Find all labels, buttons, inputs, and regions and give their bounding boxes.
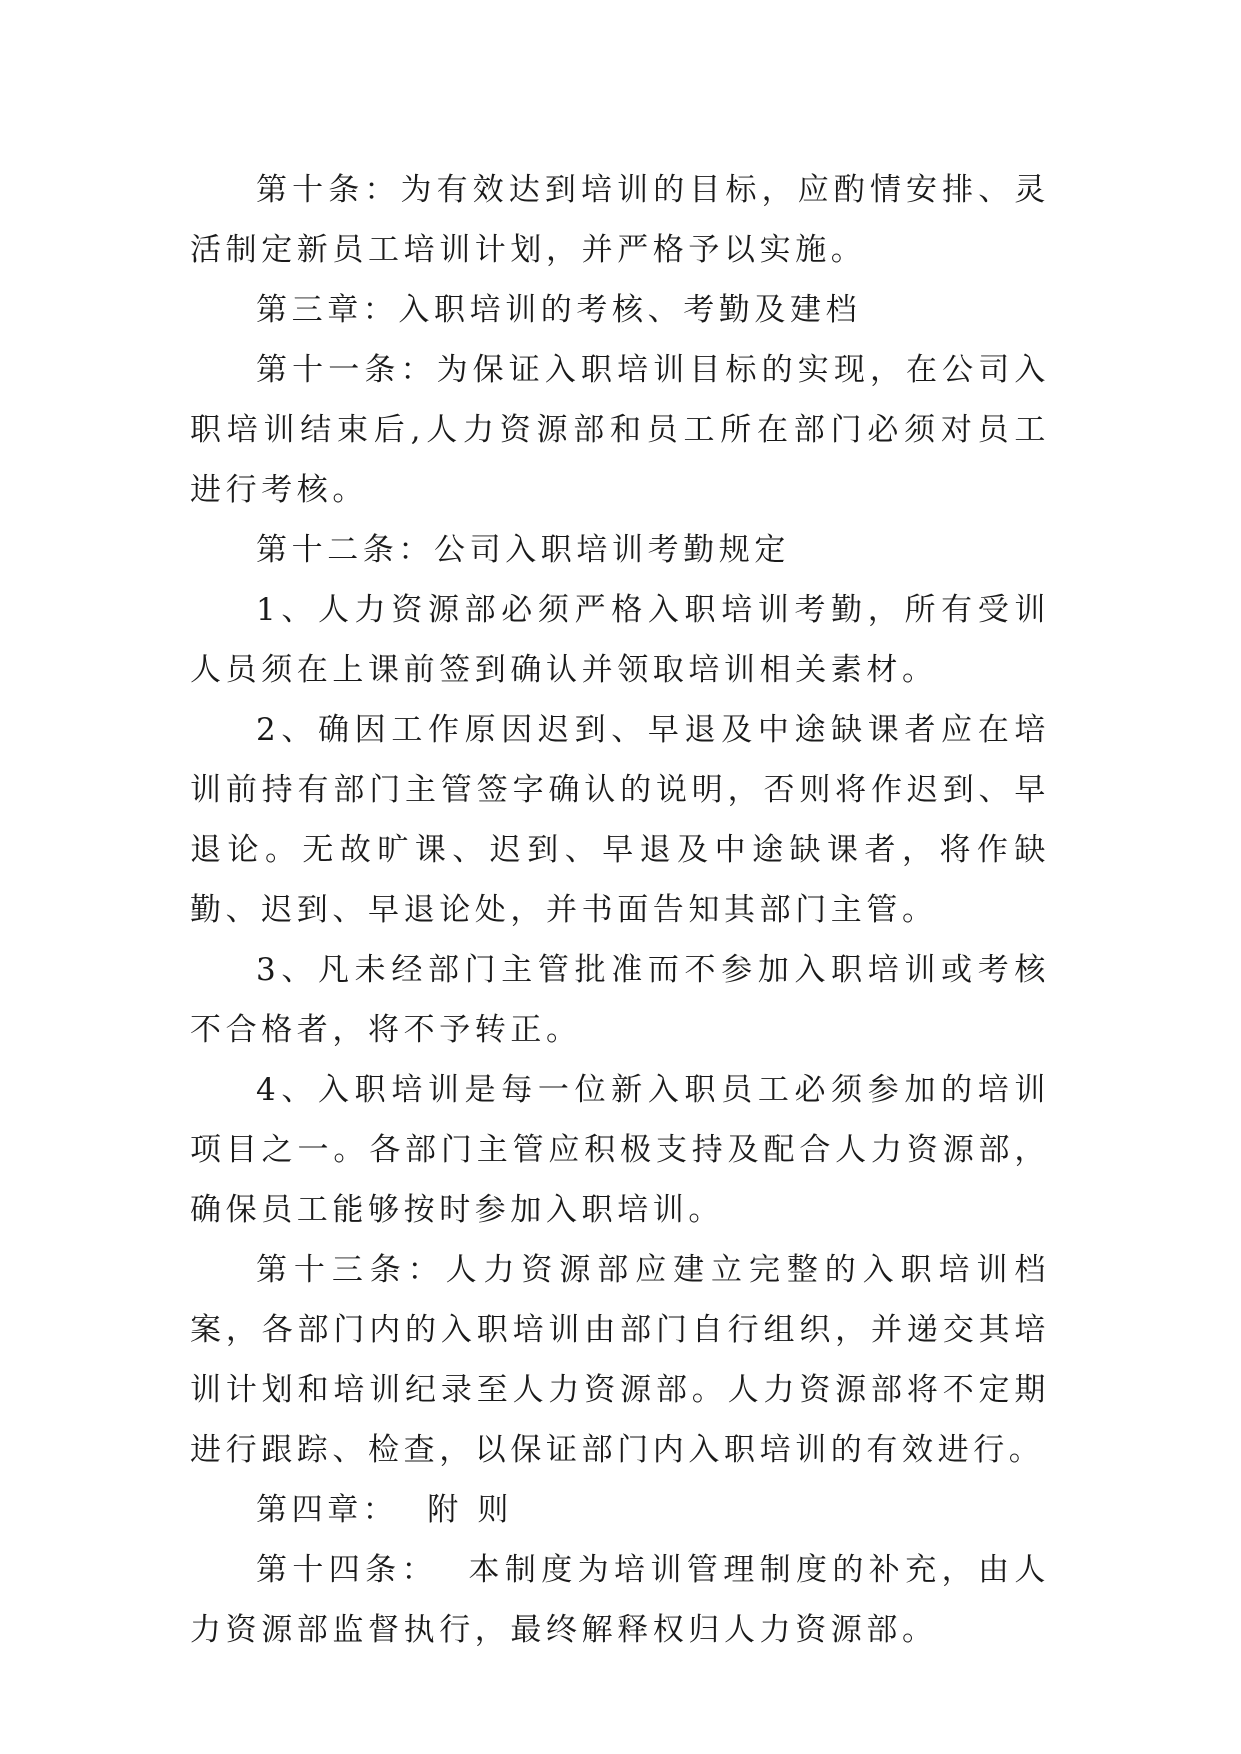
paragraph-article-14: 第十四条： 本制度为培训管理制度的补充，由人力资源部监督执行，最终解释权归人力资源部。 (190, 1552, 1050, 1648)
chapter-heading-3: 第三章：入职培训的考核、考勤及建档 (256, 292, 862, 328)
list-item-2: 2、确因工作原因迟到、早退及中途缺课者应在培训前持有部门主管签字确认的说明，否则将作迟到、早退论。无故旷课、迟到、早退及中途缺课者，将作缺勤、迟到、早退论处，并书面告知其部门主管。 (190, 712, 1050, 928)
list-item-3: 3、凡未经部门主管批准而不参加入职培训或考核不合格者，将不予转正。 (190, 952, 1050, 1048)
paragraph-article-12: 第十二条：公司入职培训考勤规定 (256, 532, 790, 568)
chapter-heading-4: 第四章： 附 则 (256, 1492, 513, 1528)
list-item-1: 1、人力资源部必须严格入职培训考勤，所有受训人员须在上课前签到确认并领取培训相关素材。 (190, 592, 1050, 688)
list-item-4: 4、入职培训是每一位新入职员工必须参加的培训项目之一。各部门主管应积极支持及配合人力资源部，确保员工能够按时参加入职培训。 (190, 1072, 1050, 1228)
document-body (190, 160, 1050, 1660)
paragraph-article-11: 第十一条：为保证入职培训目标的实现，在公司入职培训结束后,人力资源部和员工所在部门必须对员工进行考核。 (190, 352, 1050, 508)
paragraph-article-13: 第十三条：人力资源部应建立完整的入职培训档案，各部门内的入职培训由部门自行组织，并递交其培训计划和培训纪录至人力资源部。人力资源部将不定期进行跟踪、检查，以保证部门内入职培训的有效进行。 (190, 1252, 1050, 1468)
paragraph-article-10: 第十条：为有效达到培训的目标，应酌情安排、灵活制定新员工培训计划，并严格予以实施。 (190, 172, 1050, 268)
